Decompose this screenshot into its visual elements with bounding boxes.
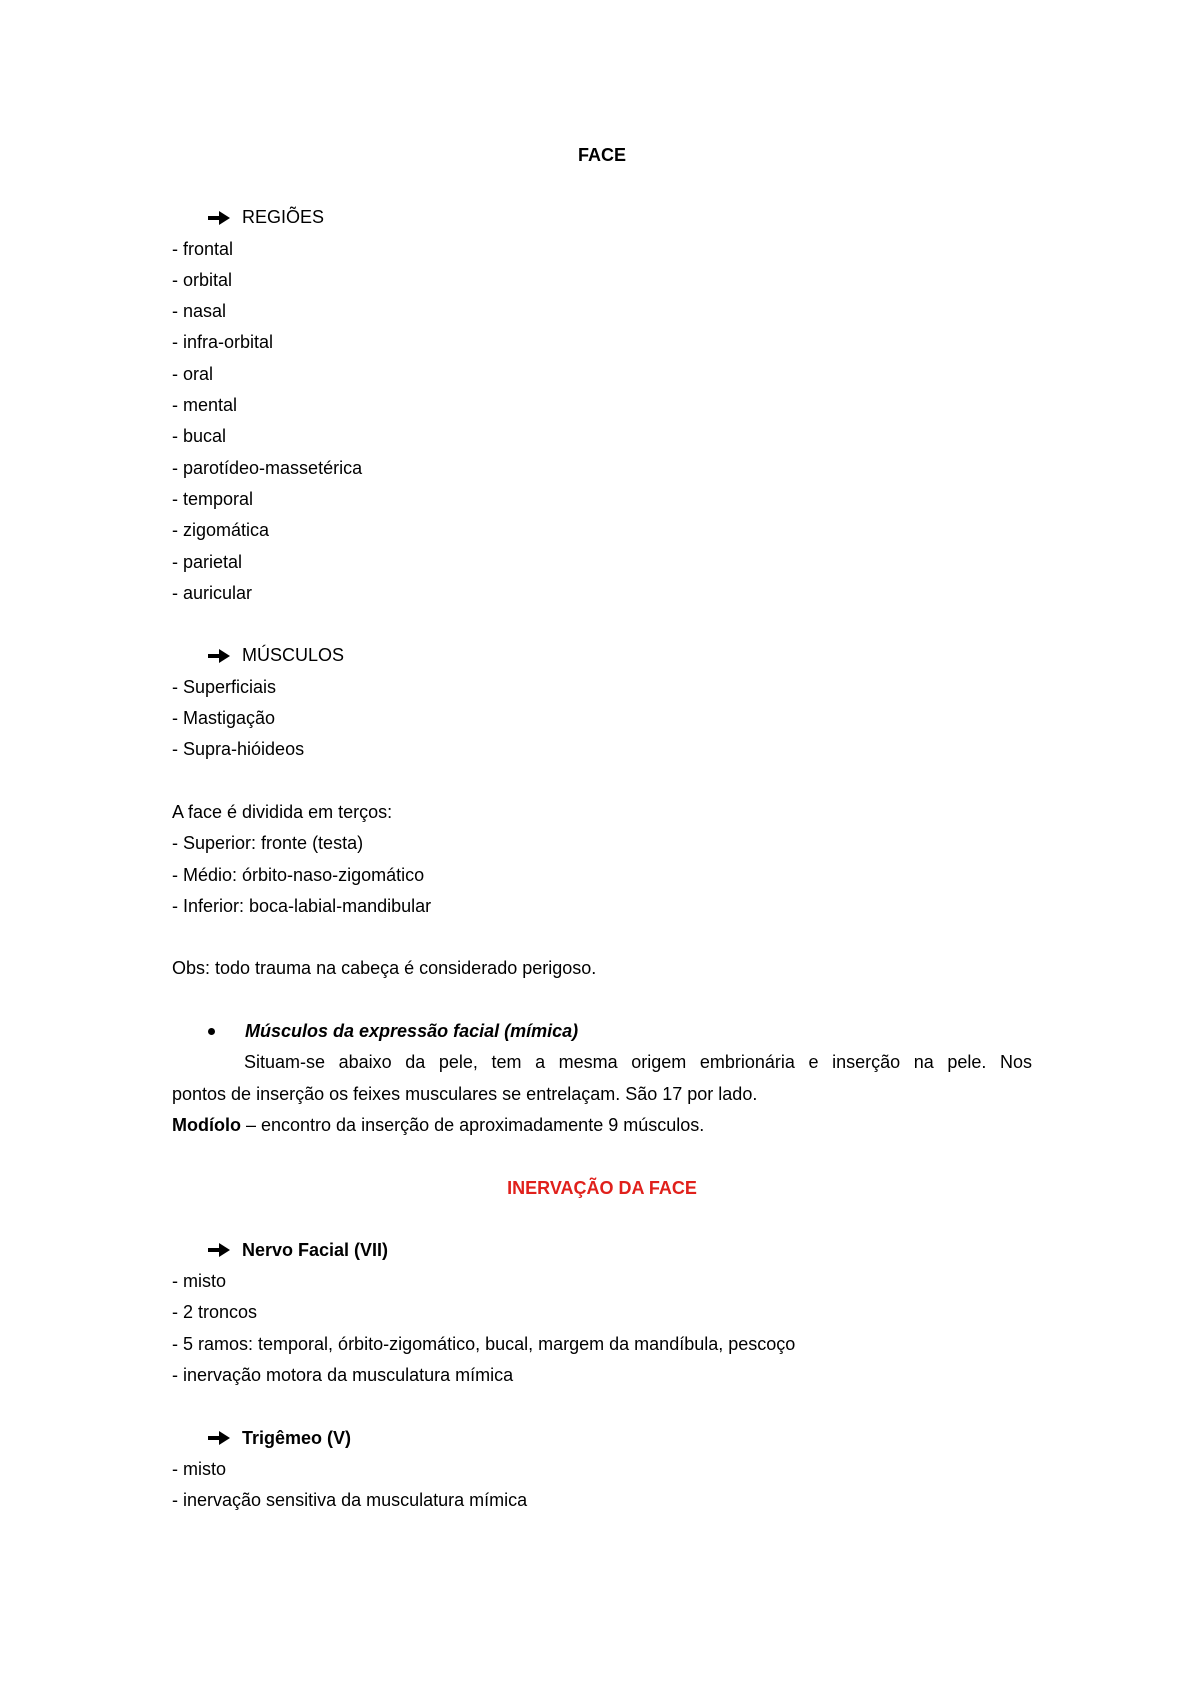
- list-item: - Superficiais: [172, 676, 277, 697]
- mimica-bullet-label: Músculos da expressão facial (mímica): [245, 1021, 579, 1042]
- obs-note: Obs: todo trauma na cabeça é considerado perigoso.: [172, 958, 597, 979]
- list-item: - inervação sensitiva da musculatura mímica: [172, 1490, 528, 1511]
- list-item: - parotídeo-massetérica: [172, 457, 363, 478]
- modiolo-definition: [172, 1110, 1032, 1141]
- list-item: - 2 troncos: [172, 1302, 258, 1323]
- list-item: - Supra-hióideos: [172, 739, 305, 760]
- list-item: - parietal: [172, 551, 243, 572]
- musculos-heading: [172, 640, 1032, 671]
- inervacao-title: INERVAÇÃO DA FACE: [507, 1177, 697, 1198]
- list-item: - Mastigação: [172, 708, 276, 729]
- regioes-heading: [172, 202, 1032, 233]
- list-item: - orbital: [172, 269, 233, 290]
- mimica-paragraph-line-1: Situam-se abaixo da pele, tem a mesma origem embrionária e inserção na pele. Nos: [244, 1052, 1032, 1073]
- list-item: - Inferior: boca-labial-mandibular: [172, 895, 432, 916]
- modiolo-term: Modíolo: [172, 1114, 241, 1135]
- list-item: - auricular: [172, 582, 253, 603]
- mimica-paragraph-line-2: pontos de inserção os feixes musculares se entrelaçam. São 17 por lado.: [172, 1083, 758, 1104]
- list-item: - frontal: [172, 238, 234, 259]
- arrow-right-icon: [208, 1243, 230, 1257]
- regioes-heading-label: REGIÕES: [242, 207, 325, 228]
- page-title: FACE: [577, 145, 626, 165]
- arrow-right-icon: [208, 211, 230, 225]
- list-item: - bucal: [172, 426, 227, 447]
- tercos-intro: A face é dividida em terços:: [172, 801, 393, 822]
- list-item: - inervação motora da musculatura mímica: [172, 1364, 514, 1385]
- list-item: - zigomática: [172, 520, 270, 541]
- facial-heading-label: Nervo Facial (VII): [242, 1239, 389, 1260]
- list-item: - Médio: órbito-naso-zigomático: [172, 864, 425, 885]
- modiolo-text: – encontro da inserção de aproximadamente 9 músculos.: [240, 1114, 705, 1135]
- arrow-right-icon: [208, 1431, 230, 1445]
- list-item: - temporal: [172, 488, 254, 509]
- list-item: - nasal: [172, 301, 227, 322]
- list-item: - Superior: fronte (testa): [172, 833, 364, 854]
- facial-heading: [172, 1235, 1032, 1266]
- arrow-right-icon: [208, 649, 230, 663]
- trigemeo-heading: [172, 1423, 1032, 1454]
- list-item: - oral: [172, 363, 214, 384]
- trigemeo-heading-label: Trigêmeo (V): [242, 1427, 352, 1448]
- list-item: - misto: [172, 1458, 226, 1479]
- list-item: - infra-orbital: [172, 332, 274, 353]
- document-page: [172, 140, 1032, 1516]
- list-item: - 5 ramos: temporal, órbito-zigomático, bucal, margem da mandíbula, pescoço: [172, 1333, 796, 1354]
- musculos-heading-label: MÚSCULOS: [242, 645, 345, 666]
- mimica-bullet: [172, 1016, 1032, 1047]
- bullet-dot-icon: [208, 1028, 215, 1035]
- list-item: - mental: [172, 395, 238, 416]
- list-item: - misto: [172, 1271, 226, 1292]
